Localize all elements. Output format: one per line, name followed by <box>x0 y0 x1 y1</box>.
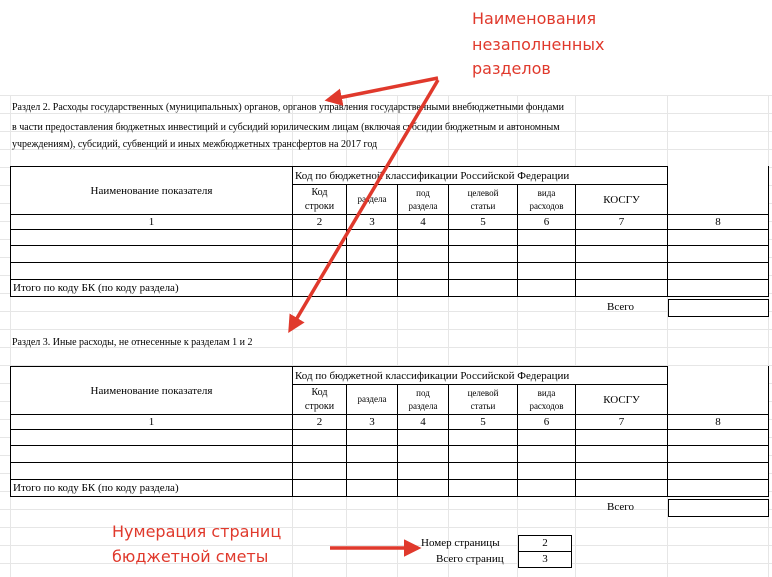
target-article-header: целевой статьи <box>449 185 518 215</box>
code-line-header: Код строки <box>293 385 347 415</box>
subsection-header: под раздела <box>398 385 449 415</box>
grand-total-label: Всего <box>607 301 634 313</box>
annotation-top-line1: Наименования <box>472 9 597 28</box>
col-number: 2 <box>293 215 347 230</box>
section3-title: Раздел 3. Иные расходы, не отнесенные к разделам 1 и 2 <box>12 337 253 348</box>
col-number: 5 <box>449 415 518 430</box>
bk-code-header: Код по бюджетной классификации Российской Федерации <box>293 367 668 385</box>
bk-code-header: Код по бюджетной классификации Российской Федерации <box>293 167 668 185</box>
section2-line1: Раздел 2. Расходы государственных (муниципальных) органов, органов управления государственными внебюджетными фондами <box>12 102 564 113</box>
col-number: 4 <box>398 415 449 430</box>
col-number: 3 <box>347 415 398 430</box>
code-line-header: Код строки <box>293 185 347 215</box>
annotation-bottom-line2: бюджетной сметы <box>112 547 269 566</box>
indicator-header: Наименование показателя <box>11 367 293 415</box>
arrow-to-section2 <box>328 78 438 100</box>
total-pages-value[interactable]: 3 <box>518 551 572 568</box>
section2-line3: учреждениям), субсидий, субвенций и иных межбюджетных трансфертов на 2017 год <box>12 139 378 150</box>
col-number: 3 <box>347 215 398 230</box>
col-number: 1 <box>11 415 293 430</box>
col-number: 4 <box>398 215 449 230</box>
annotation-top-line3: разделов <box>472 59 551 78</box>
col-number: 7 <box>576 415 668 430</box>
col-number: 2 <box>293 415 347 430</box>
grand-total-label: Всего <box>607 501 634 513</box>
total-label: Итого по коду БК (по коду раздела) <box>11 480 293 497</box>
col-number: 7 <box>576 215 668 230</box>
expense-kind-header: вида расходов <box>518 385 576 415</box>
expense-kind-header: вида расходов <box>518 185 576 215</box>
section2-line2: в части предоставления бюджетных инвестиций и субсидий юрилическим лицам (включая субсидии бюджетным и автономным <box>12 122 560 133</box>
kosgu-header: КОСГУ <box>576 385 668 415</box>
total-pages-label: Всего страниц <box>436 553 504 565</box>
arrow-to-section3 <box>290 80 438 330</box>
col-number: 6 <box>518 215 576 230</box>
col-number: 8 <box>668 215 769 230</box>
col-number: 8 <box>668 415 769 430</box>
annotation-bottom-line1: Нумерация страниц <box>112 522 282 541</box>
annotation-top-line2: незаполненных <box>472 35 605 54</box>
target-article-header: целевой статьи <box>449 385 518 415</box>
subsection-header: под раздела <box>398 185 449 215</box>
page-number-label: Номер страницы <box>421 537 500 549</box>
col-number: 1 <box>11 215 293 230</box>
page-number-value[interactable]: 2 <box>518 535 572 552</box>
section-header: раздела <box>347 385 398 415</box>
col-number: 6 <box>518 415 576 430</box>
kosgu-header: КОСГУ <box>576 185 668 215</box>
total-label: Итого по коду БК (по коду раздела) <box>11 280 293 297</box>
indicator-header: Наименование показателя <box>11 167 293 215</box>
section-header: раздела <box>347 185 398 215</box>
col-number: 5 <box>449 215 518 230</box>
